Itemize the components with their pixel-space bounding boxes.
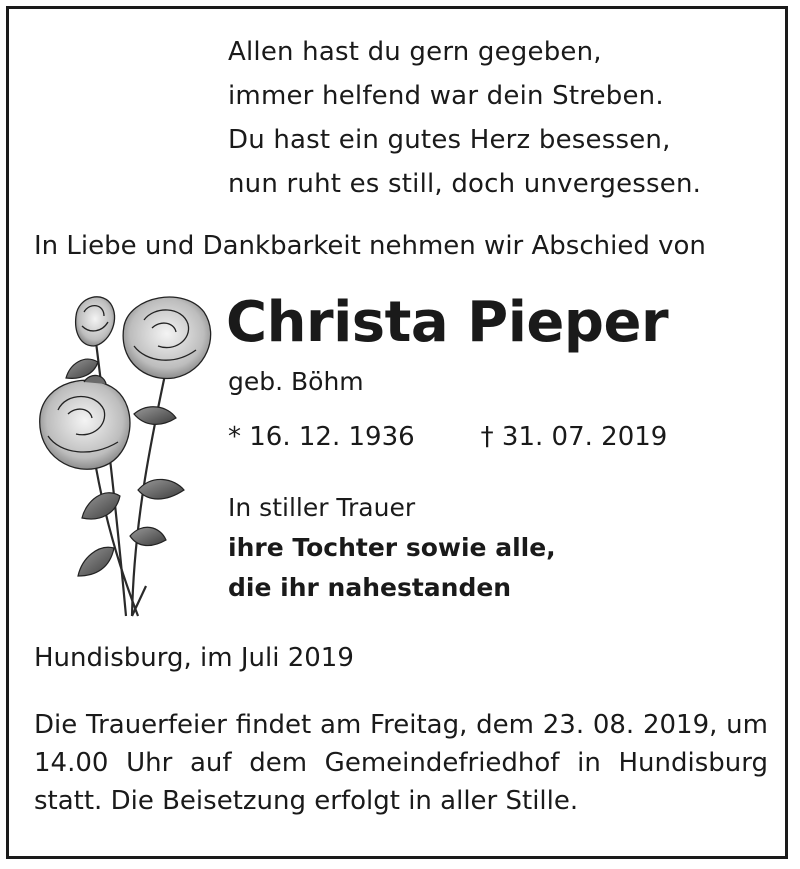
farewell-intro: In Liebe und Dankbarkeit nehmen wir Abschied von bbox=[34, 231, 706, 261]
death-date: † 31. 07. 2019 bbox=[480, 422, 668, 452]
deceased-name: Christa Pieper bbox=[226, 290, 669, 355]
place-date: Hundisburg, im Juli 2019 bbox=[34, 643, 354, 673]
poem bbox=[228, 30, 701, 206]
birth-date: * 16. 12. 1936 bbox=[228, 422, 415, 452]
mourners-intro: In stiller Trauer bbox=[228, 493, 416, 522]
poem-line: nun ruht es still, doch unvergessen. bbox=[228, 169, 702, 199]
mourners-family: ihre Tochter sowie alle, bbox=[228, 533, 556, 562]
mourners-others: die ihr nahestanden bbox=[228, 573, 512, 602]
funeral-service-info: Die Trauerfeier findet am Freitag, dem 23. 08. 2019, um 14.00 Uhr auf dem Gemeindefriedhof in Hundisburg statt. Die Beisetzung erfolgt in aller Stille. bbox=[34, 710, 768, 816]
poem-line: Allen hast du gern gegeben, bbox=[228, 37, 602, 67]
birth-name: geb. Böhm bbox=[228, 367, 364, 396]
mourners bbox=[228, 488, 556, 608]
poem-line: Du hast ein gutes Herz besessen, bbox=[228, 125, 671, 155]
roses-icon bbox=[34, 286, 220, 626]
life-dates bbox=[228, 418, 667, 456]
poem-line: immer helfend war dein Streben. bbox=[228, 81, 664, 111]
